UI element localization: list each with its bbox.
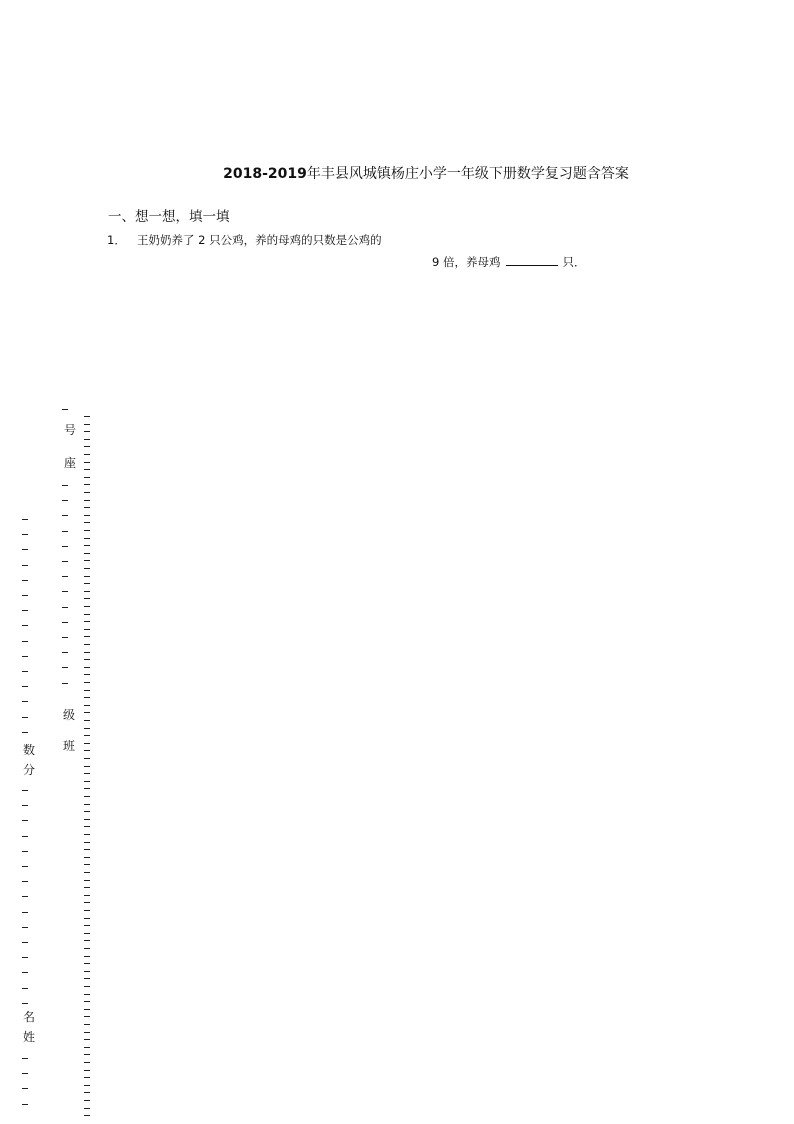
binding-cut-dash bbox=[22, 851, 28, 852]
binding-cut-dash bbox=[22, 1073, 28, 1074]
binding-cut-dash bbox=[84, 994, 90, 995]
binding-cut-dash bbox=[22, 927, 28, 928]
binding-cut-dash bbox=[84, 674, 90, 675]
binding-cut-dash bbox=[84, 1047, 90, 1048]
binding-cut-dash bbox=[84, 720, 90, 721]
binding-cut-dash bbox=[62, 667, 68, 668]
binding-cut-dash bbox=[84, 530, 90, 531]
binding-cut-dash bbox=[62, 637, 68, 638]
binding-cut-dash bbox=[62, 607, 68, 608]
binding-cut-dash bbox=[84, 477, 90, 478]
binding-cut-dash bbox=[84, 492, 90, 493]
binding-cut-dash bbox=[84, 933, 90, 934]
binding-cut-dash bbox=[84, 811, 90, 812]
binding-cut-dash bbox=[84, 788, 90, 789]
seat-number-label: 号座 bbox=[64, 423, 77, 470]
binding-cut-dash bbox=[22, 957, 28, 958]
binding-cut-dash bbox=[84, 591, 90, 592]
binding-cut-dash bbox=[22, 701, 28, 702]
binding-cut-dash bbox=[84, 872, 90, 873]
binding-cut-dash bbox=[62, 515, 68, 516]
binding-cut-dash bbox=[22, 625, 28, 626]
binding-cut-dash bbox=[84, 538, 90, 539]
binding-cut-dash bbox=[84, 1024, 90, 1025]
binding-cut-dash bbox=[84, 424, 90, 425]
binding-cut-dash bbox=[62, 546, 68, 547]
binding-cut-dash bbox=[22, 805, 28, 806]
binding-cut-dash bbox=[84, 864, 90, 865]
binding-cut-dash bbox=[84, 1062, 90, 1063]
binding-cut-dash bbox=[84, 469, 90, 470]
binding-cut-dash bbox=[84, 1092, 90, 1093]
binding-cut-dash bbox=[84, 606, 90, 607]
binding-cut-dash bbox=[84, 781, 90, 782]
binding-cut-dash bbox=[62, 409, 68, 410]
binding-cut-dash bbox=[22, 580, 28, 581]
binding-cut-dash bbox=[62, 531, 68, 532]
binding-cut-dash bbox=[84, 804, 90, 805]
question-text-continued bbox=[432, 253, 585, 270]
binding-cut-dash bbox=[62, 652, 68, 653]
binding-cut-dash bbox=[84, 986, 90, 987]
binding-cut-dash bbox=[22, 717, 28, 718]
title-years: 2018-2019 bbox=[223, 166, 307, 182]
binding-cut-dash bbox=[62, 485, 68, 486]
binding-cut-dash bbox=[22, 896, 28, 897]
binding-cut-dash bbox=[84, 1115, 90, 1116]
binding-cut-dash bbox=[22, 836, 28, 837]
binding-cut-dash bbox=[84, 978, 90, 979]
binding-cut-dash bbox=[84, 826, 90, 827]
binding-cut-dash bbox=[84, 1108, 90, 1109]
binding-cut-dash bbox=[84, 1032, 90, 1033]
binding-cut-dash bbox=[22, 1003, 28, 1004]
binding-cut-dash bbox=[84, 614, 90, 615]
binding-cut-dash bbox=[84, 1001, 90, 1002]
binding-cut-dash bbox=[84, 895, 90, 896]
binding-cut-dash bbox=[84, 1016, 90, 1017]
binding-cut-dash bbox=[22, 549, 28, 550]
binding-cut-dash bbox=[22, 866, 28, 867]
binding-cut-dash bbox=[84, 583, 90, 584]
binding-cut-dash bbox=[22, 732, 28, 733]
binding-cut-dash bbox=[22, 519, 28, 520]
binding-cut-dash bbox=[84, 925, 90, 926]
binding-cut-dash bbox=[84, 667, 90, 668]
binding-cut-dash bbox=[84, 568, 90, 569]
binding-cut-dash bbox=[22, 610, 28, 611]
binding-cut-dash bbox=[84, 560, 90, 561]
binding-cut-dash bbox=[84, 902, 90, 903]
binding-cut-dash bbox=[84, 956, 90, 957]
binding-cut-dash bbox=[84, 1039, 90, 1040]
binding-cut-dash bbox=[84, 454, 90, 455]
binding-cut-dash bbox=[84, 796, 90, 797]
question-text-part3: 只． bbox=[562, 255, 586, 269]
binding-cut-dash bbox=[84, 971, 90, 972]
binding-cut-dash bbox=[84, 773, 90, 774]
binding-cut-dash bbox=[84, 1054, 90, 1055]
binding-cut-dash bbox=[84, 1100, 90, 1101]
binding-cut-dash bbox=[84, 545, 90, 546]
binding-cut-dash bbox=[84, 636, 90, 637]
binding-cut-dash bbox=[84, 963, 90, 964]
binding-cut-dash bbox=[84, 948, 90, 949]
binding-cut-dash bbox=[22, 565, 28, 566]
binding-cut-dash bbox=[22, 671, 28, 672]
binding-cut-dash bbox=[84, 857, 90, 858]
binding-cut-dash bbox=[22, 972, 28, 973]
binding-cut-dash bbox=[84, 598, 90, 599]
binding-cut-dash bbox=[84, 484, 90, 485]
binding-cut-dash bbox=[84, 1070, 90, 1071]
binding-cut-dash bbox=[84, 910, 90, 911]
binding-cut-dash bbox=[62, 576, 68, 577]
binding-cut-dash bbox=[84, 705, 90, 706]
binding-cut-dash bbox=[62, 683, 68, 684]
binding-cut-dash bbox=[84, 507, 90, 508]
binding-cut-dash bbox=[84, 750, 90, 751]
binding-cut-dash bbox=[84, 462, 90, 463]
binding-cut-dash bbox=[62, 622, 68, 623]
question-text: 王奶奶养了 2 只公鸡，养的母鸡的只数是公鸡的 bbox=[137, 233, 382, 247]
binding-cut-dash bbox=[84, 1085, 90, 1086]
binding-cut-dash bbox=[84, 500, 90, 501]
binding-cut-dash bbox=[22, 1058, 28, 1059]
binding-cut-dash bbox=[84, 880, 90, 881]
binding-cut-dash bbox=[84, 522, 90, 523]
binding-cut-dash bbox=[22, 1088, 28, 1089]
binding-cut-dash bbox=[84, 652, 90, 653]
binding-cut-dash bbox=[84, 553, 90, 554]
binding-cut-dash bbox=[84, 659, 90, 660]
binding-cut-dash bbox=[84, 697, 90, 698]
binding-cut-dash bbox=[84, 819, 90, 820]
binding-cut-dash bbox=[84, 621, 90, 622]
binding-cut-dash bbox=[84, 834, 90, 835]
binding-cut-dash bbox=[84, 728, 90, 729]
binding-cut-dash bbox=[84, 690, 90, 691]
answer-blank[interactable] bbox=[506, 253, 558, 266]
binding-cut-dash bbox=[84, 439, 90, 440]
binding-cut-dash bbox=[22, 686, 28, 687]
binding-cut-dash bbox=[22, 641, 28, 642]
binding-cut-dash bbox=[84, 849, 90, 850]
binding-cut-dash bbox=[22, 881, 28, 882]
binding-cut-dash bbox=[22, 912, 28, 913]
binding-cut-dash bbox=[84, 735, 90, 736]
binding-cut-dash bbox=[84, 446, 90, 447]
binding-cut-dash bbox=[84, 515, 90, 516]
binding-cut-dash bbox=[84, 629, 90, 630]
section-heading: 一、想一想，填一填 bbox=[108, 209, 230, 225]
binding-cut-dash bbox=[84, 743, 90, 744]
binding-cut-dash bbox=[84, 416, 90, 417]
binding-cut-dash bbox=[62, 561, 68, 562]
binding-cut-dash bbox=[22, 942, 28, 943]
question-text-part2: 9 倍，养母鸡 bbox=[432, 255, 501, 269]
binding-cut-dash bbox=[22, 595, 28, 596]
document-title bbox=[0, 163, 794, 183]
binding-cut-dash bbox=[84, 1009, 90, 1010]
binding-cut-dash bbox=[84, 842, 90, 843]
binding-cut-dash bbox=[22, 988, 28, 989]
binding-cut-dash bbox=[22, 656, 28, 657]
class-label: 级班 bbox=[63, 708, 76, 753]
binding-cut-dash bbox=[84, 766, 90, 767]
binding-cut-dash bbox=[22, 820, 28, 821]
binding-cut-dash bbox=[84, 940, 90, 941]
title-text: 年丰县风城镇杨庄小学一年级下册数学复习题含答案 bbox=[306, 166, 629, 182]
score-label: 数分 bbox=[23, 743, 36, 777]
name-label: 名姓 bbox=[23, 1010, 36, 1044]
binding-cut-dash bbox=[22, 790, 28, 791]
binding-cut-dash bbox=[84, 682, 90, 683]
binding-cut-dash bbox=[84, 431, 90, 432]
question-number: 1． bbox=[107, 233, 126, 247]
binding-cut-dash bbox=[84, 576, 90, 577]
binding-cut-dash bbox=[62, 591, 68, 592]
binding-cut-dash bbox=[84, 918, 90, 919]
binding-cut-dash bbox=[22, 1104, 28, 1105]
binding-cut-dash bbox=[62, 500, 68, 501]
binding-cut-dash bbox=[84, 1077, 90, 1078]
binding-cut-dash bbox=[84, 712, 90, 713]
binding-cut-dash bbox=[84, 887, 90, 888]
binding-cut-dash bbox=[22, 534, 28, 535]
binding-cut-dash bbox=[84, 758, 90, 759]
binding-cut-dash bbox=[84, 644, 90, 645]
